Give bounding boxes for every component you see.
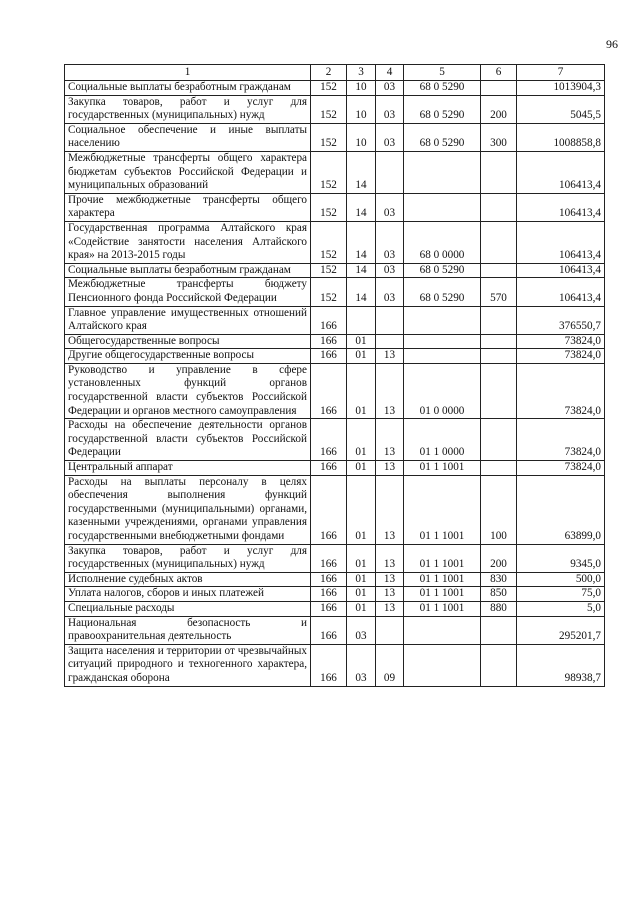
subsection-code: 13 <box>376 475 404 544</box>
amount: 106413,4 <box>517 263 605 278</box>
target-article-code: 68 0 5290 <box>404 81 481 96</box>
table-body <box>65 81 605 687</box>
amount: 63899,0 <box>517 475 605 544</box>
item-name: Исполнение судебных актов <box>65 572 311 587</box>
subsection-code: 13 <box>376 601 404 616</box>
ministry-code: 166 <box>311 587 347 602</box>
section-code: 01 <box>347 475 376 544</box>
subsection-code: 03 <box>376 263 404 278</box>
ministry-code: 152 <box>311 193 347 221</box>
subsection-code: 03 <box>376 95 404 123</box>
column-header: 7 <box>517 65 605 81</box>
ministry-code: 166 <box>311 363 347 418</box>
ministry-code: 166 <box>311 461 347 476</box>
section-code: 01 <box>347 349 376 364</box>
amount: 1008858,8 <box>517 123 605 151</box>
ministry-code: 152 <box>311 123 347 151</box>
expense-type-code <box>481 221 517 263</box>
expense-type-code <box>481 334 517 349</box>
table-row <box>65 644 605 686</box>
table-row <box>65 349 605 364</box>
expense-type-code <box>481 363 517 418</box>
amount: 73824,0 <box>517 461 605 476</box>
item-name: Руководство и управление в сфере установленных функций органов государственной власти субъектов Российской Федерации и органов местного самоуправления <box>65 363 311 418</box>
item-name: Расходы на выплаты персоналу в целях обеспечения выполнения функций государственными (муниципальными) органами, казенными учреждениями, органами управления государственными внебюджетными фондами <box>65 475 311 544</box>
amount: 106413,4 <box>517 193 605 221</box>
section-code: 10 <box>347 123 376 151</box>
subsection-code <box>376 151 404 193</box>
expense-type-code <box>481 461 517 476</box>
table-header-row <box>65 65 605 81</box>
amount: 98938,7 <box>517 644 605 686</box>
subsection-code: 13 <box>376 363 404 418</box>
amount: 73824,0 <box>517 349 605 364</box>
column-header: 2 <box>311 65 347 81</box>
target-article-code: 68 0 5290 <box>404 123 481 151</box>
subsection-code <box>376 306 404 334</box>
column-header: 4 <box>376 65 404 81</box>
item-name: Главное управление имущественных отношений Алтайского края <box>65 306 311 334</box>
expense-type-code <box>481 263 517 278</box>
item-name: Центральный аппарат <box>65 461 311 476</box>
expense-type-code: 100 <box>481 475 517 544</box>
ministry-code: 152 <box>311 81 347 96</box>
amount: 106413,4 <box>517 221 605 263</box>
subsection-code: 13 <box>376 544 404 572</box>
amount: 75,0 <box>517 587 605 602</box>
amount: 9345,0 <box>517 544 605 572</box>
ministry-code: 152 <box>311 221 347 263</box>
column-header: 6 <box>481 65 517 81</box>
section-code: 14 <box>347 151 376 193</box>
item-name: Защита населения и территории от чрезвычайных ситуаций природного и техногенного характера, гражданская оборона <box>65 644 311 686</box>
section-code: 01 <box>347 334 376 349</box>
section-code: 14 <box>347 263 376 278</box>
expense-type-code <box>481 419 517 461</box>
column-header: 1 <box>65 65 311 81</box>
ministry-code: 166 <box>311 644 347 686</box>
expense-type-code <box>481 81 517 96</box>
subsection-code <box>376 334 404 349</box>
table-row <box>65 461 605 476</box>
table-row <box>65 278 605 306</box>
target-article-code: 68 0 0000 <box>404 221 481 263</box>
section-code: 10 <box>347 95 376 123</box>
target-article-code: 68 0 5290 <box>404 263 481 278</box>
column-header: 3 <box>347 65 376 81</box>
table-row <box>65 193 605 221</box>
amount: 73824,0 <box>517 334 605 349</box>
budget-table <box>64 64 605 687</box>
target-article-code: 01 1 1001 <box>404 572 481 587</box>
section-code: 10 <box>347 81 376 96</box>
ministry-code: 166 <box>311 349 347 364</box>
target-article-code: 01 1 1001 <box>404 587 481 602</box>
section-code: 03 <box>347 616 376 644</box>
subsection-code: 03 <box>376 123 404 151</box>
amount: 5,0 <box>517 601 605 616</box>
expense-type-code <box>481 193 517 221</box>
item-name: Другие общегосударственные вопросы <box>65 349 311 364</box>
item-name: Социальное обеспечение и иные выплаты населению <box>65 123 311 151</box>
expense-type-code: 200 <box>481 95 517 123</box>
target-article-code: 01 1 1001 <box>404 544 481 572</box>
item-name: Специальные расходы <box>65 601 311 616</box>
table-row <box>65 363 605 418</box>
section-code: 01 <box>347 461 376 476</box>
table-row <box>65 151 605 193</box>
item-name: Уплата налогов, сборов и иных платежей <box>65 587 311 602</box>
item-name: Закупка товаров, работ и услуг для государственных (муниципальных) нужд <box>65 544 311 572</box>
target-article-code: 01 1 0000 <box>404 419 481 461</box>
table-row <box>65 221 605 263</box>
target-article-code: 68 0 5290 <box>404 95 481 123</box>
ministry-code: 166 <box>311 334 347 349</box>
ministry-code: 166 <box>311 572 347 587</box>
item-name: Закупка товаров, работ и услуг для государственных (муниципальных) нужд <box>65 95 311 123</box>
ministry-code: 166 <box>311 475 347 544</box>
table-row <box>65 572 605 587</box>
subsection-code: 03 <box>376 193 404 221</box>
expense-type-code <box>481 616 517 644</box>
amount: 106413,4 <box>517 278 605 306</box>
section-code: 01 <box>347 601 376 616</box>
item-name: Национальная безопасность и правоохранительная деятельность <box>65 616 311 644</box>
expense-type-code <box>481 151 517 193</box>
target-article-code <box>404 151 481 193</box>
table-row <box>65 81 605 96</box>
amount: 106413,4 <box>517 151 605 193</box>
item-name: Расходы на обеспечение деятельности органов государственной власти субъектов Российской Федерации <box>65 419 311 461</box>
target-article-code <box>404 616 481 644</box>
expense-type-code: 570 <box>481 278 517 306</box>
target-article-code: 01 1 1001 <box>404 461 481 476</box>
section-code: 01 <box>347 363 376 418</box>
expense-type-code <box>481 349 517 364</box>
subsection-code: 03 <box>376 278 404 306</box>
ministry-code: 152 <box>311 278 347 306</box>
target-article-code: 01 0 0000 <box>404 363 481 418</box>
ministry-code: 166 <box>311 306 347 334</box>
table-row <box>65 601 605 616</box>
amount: 500,0 <box>517 572 605 587</box>
table-row <box>65 306 605 334</box>
section-code: 01 <box>347 419 376 461</box>
item-name: Государственная программа Алтайского края «Содействие занятости населения Алтайского края» на 2013-2015 годы <box>65 221 311 263</box>
subsection-code: 09 <box>376 644 404 686</box>
table-row <box>65 263 605 278</box>
ministry-code: 166 <box>311 601 347 616</box>
ministry-code: 166 <box>311 616 347 644</box>
section-code: 14 <box>347 193 376 221</box>
expense-type-code: 300 <box>481 123 517 151</box>
table-row <box>65 95 605 123</box>
column-header: 5 <box>404 65 481 81</box>
amount: 73824,0 <box>517 419 605 461</box>
table-row <box>65 587 605 602</box>
item-name: Межбюджетные трансферты бюджету Пенсионного фонда Российской Федерации <box>65 278 311 306</box>
section-code: 14 <box>347 221 376 263</box>
target-article-code: 01 1 1001 <box>404 601 481 616</box>
page-number: 96 <box>606 37 618 51</box>
amount: 1013904,3 <box>517 81 605 96</box>
section-code: 01 <box>347 587 376 602</box>
ministry-code: 166 <box>311 419 347 461</box>
subsection-code: 03 <box>376 221 404 263</box>
section-code: 14 <box>347 278 376 306</box>
subsection-code: 03 <box>376 81 404 96</box>
table-row <box>65 123 605 151</box>
subsection-code: 13 <box>376 349 404 364</box>
table-row <box>65 544 605 572</box>
expense-type-code <box>481 644 517 686</box>
target-article-code <box>404 306 481 334</box>
item-name: Социальные выплаты безработным гражданам <box>65 263 311 278</box>
amount: 295201,7 <box>517 616 605 644</box>
target-article-code: 68 0 5290 <box>404 278 481 306</box>
ministry-code: 166 <box>311 544 347 572</box>
expense-type-code <box>481 306 517 334</box>
target-article-code <box>404 349 481 364</box>
ministry-code: 152 <box>311 95 347 123</box>
ministry-code: 152 <box>311 151 347 193</box>
table-row <box>65 334 605 349</box>
subsection-code: 13 <box>376 461 404 476</box>
item-name: Прочие межбюджетные трансферты общего характера <box>65 193 311 221</box>
table-row <box>65 475 605 544</box>
subsection-code: 13 <box>376 419 404 461</box>
target-article-code: 01 1 1001 <box>404 475 481 544</box>
amount: 5045,5 <box>517 95 605 123</box>
subsection-code: 13 <box>376 572 404 587</box>
target-article-code <box>404 193 481 221</box>
subsection-code <box>376 616 404 644</box>
ministry-code: 152 <box>311 263 347 278</box>
target-article-code <box>404 334 481 349</box>
section-code <box>347 306 376 334</box>
target-article-code <box>404 644 481 686</box>
amount: 376550,7 <box>517 306 605 334</box>
expense-type-code: 850 <box>481 587 517 602</box>
table-row <box>65 419 605 461</box>
table-row <box>65 616 605 644</box>
section-code: 01 <box>347 572 376 587</box>
expense-type-code: 880 <box>481 601 517 616</box>
subsection-code: 13 <box>376 587 404 602</box>
expense-type-code: 830 <box>481 572 517 587</box>
item-name: Межбюджетные трансферты общего характера бюджетам субъектов Российской Федерации и муниципальных образований <box>65 151 311 193</box>
expense-type-code: 200 <box>481 544 517 572</box>
amount: 73824,0 <box>517 363 605 418</box>
section-code: 01 <box>347 544 376 572</box>
item-name: Общегосударственные вопросы <box>65 334 311 349</box>
item-name: Социальные выплаты безработным гражданам <box>65 81 311 96</box>
section-code: 03 <box>347 644 376 686</box>
